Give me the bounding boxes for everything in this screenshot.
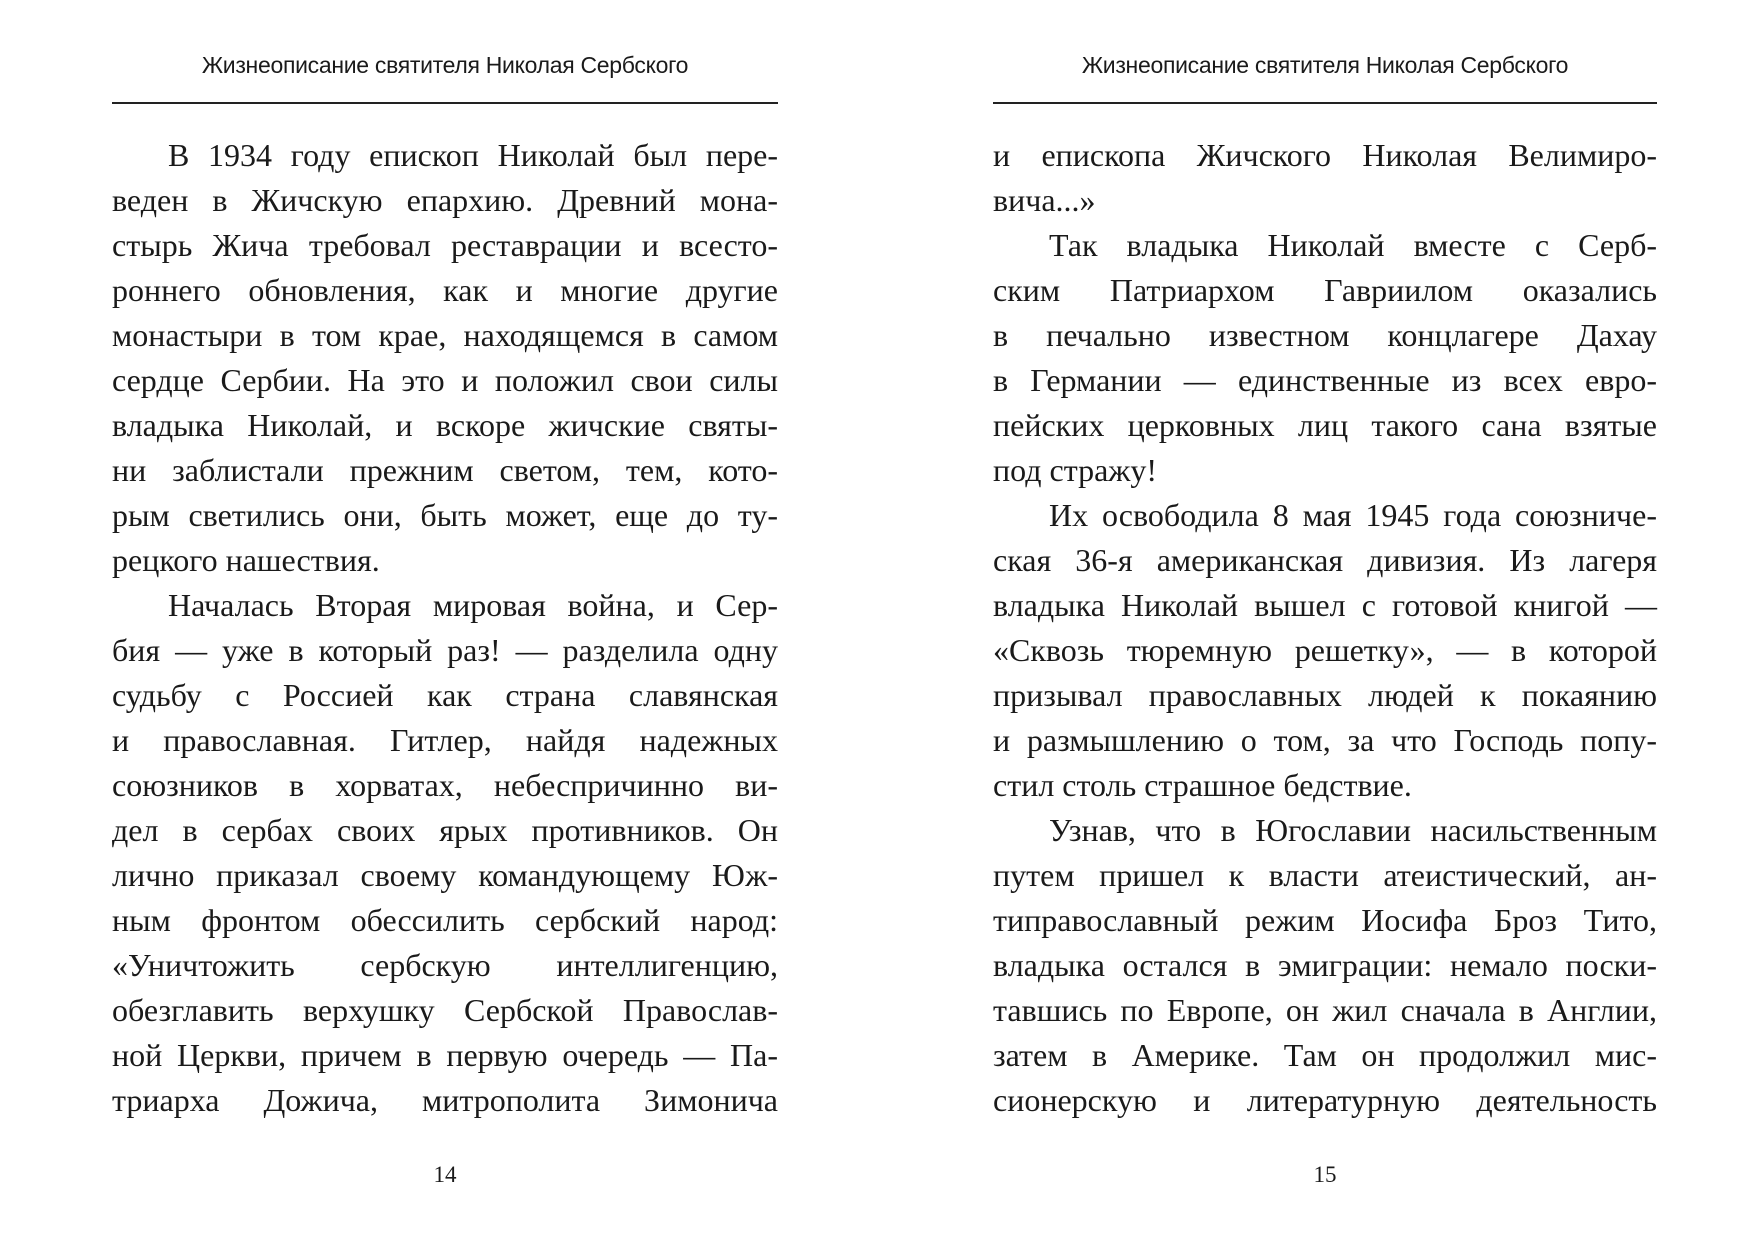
text-line: стил столь страшное бедствие. bbox=[993, 767, 1412, 803]
text-line: и православная. Гитлер, найдя надежных bbox=[112, 722, 778, 758]
page-number-left: 14 bbox=[433, 1162, 457, 1187]
text-line: «Уничтожить сербскую интеллигенцию, bbox=[112, 947, 778, 983]
text-line: сионерскую и литературную деятельность bbox=[993, 1082, 1657, 1118]
text-line: ным фронтом обессилить сербский народ: bbox=[112, 902, 778, 938]
text-line: в печально известном концлагере Дахау bbox=[993, 317, 1657, 353]
text-line: союзников в хорватах, небеспричинно ви- bbox=[112, 767, 778, 803]
header-rule-right bbox=[993, 102, 1657, 104]
text-line: бия — уже в который раз! — разделила одну bbox=[112, 632, 778, 668]
text-line: ским Патриархом Гавриилом оказались bbox=[993, 272, 1657, 308]
left-page bbox=[112, 0, 778, 1248]
right-page bbox=[993, 0, 1657, 1248]
text-line: путем пришел к власти атеистический, ан- bbox=[993, 857, 1657, 893]
header-rule-left bbox=[112, 102, 778, 104]
text-line: владыка Николай вышел с готовой книгой — bbox=[993, 587, 1657, 623]
text-line: веден в Жичскую епархию. Древний мона- bbox=[112, 182, 778, 218]
text-line: призывал православных людей к покаянию bbox=[993, 677, 1657, 713]
text-line: ной Церкви, причем в первую очередь — Па- bbox=[112, 1037, 778, 1073]
text-line: типравославный режим Иосифа Броз Тито, bbox=[993, 902, 1657, 938]
text-line: «Сквозь тюремную решетку», — в которой bbox=[993, 632, 1657, 668]
text-line: ская 36-я американская дивизия. Из лагеря bbox=[993, 542, 1657, 578]
text-line: сердце Сербии. На это и положил свои силы bbox=[112, 362, 778, 398]
text-line: Началась Вторая мировая война, и Сер- bbox=[168, 587, 778, 623]
running-head-left: Жизнеописание святителя Николая Сербского bbox=[201, 52, 689, 78]
running-head-right: Жизнеописание святителя Николая Сербского bbox=[1081, 52, 1569, 78]
text-line: и епископа Жичского Николая Велимиро- bbox=[993, 137, 1657, 173]
text-line: роннего обновления, как и многие другие bbox=[112, 272, 778, 308]
text-line: Так владыка Николай вместе с Серб- bbox=[1049, 227, 1657, 263]
text-line: дел в сербах своих ярых противников. Он bbox=[112, 812, 778, 848]
text-line: ни заблистали прежним светом, тем, кото- bbox=[112, 452, 778, 488]
text-line: и размышлению о том, за что Господь попу- bbox=[993, 722, 1657, 758]
text-line: пейских церковных лиц такого сана взятые bbox=[993, 407, 1657, 443]
text-line: В 1934 году епископ Николай был пере- bbox=[168, 137, 778, 173]
text-line: Их освободила 8 мая 1945 года союзниче- bbox=[1049, 497, 1657, 533]
text-line: судьбу с Россией как страна славянская bbox=[112, 677, 778, 713]
text-line: рецкого нашествия. bbox=[112, 542, 380, 578]
body-text-left bbox=[112, 133, 778, 1123]
text-line: рым светились они, быть может, еще до ту- bbox=[112, 497, 778, 533]
text-line: под стражу! bbox=[993, 452, 1158, 488]
body-text-right bbox=[993, 133, 1657, 1123]
text-line: стырь Жича требовал реставрации и всесто- bbox=[112, 227, 778, 263]
text-line: вича...» bbox=[993, 182, 1096, 218]
text-line: обезглавить верхушку Сербской Православ- bbox=[112, 992, 778, 1028]
text-line: тавшись по Европе, он жил сначала в Англии, bbox=[993, 992, 1657, 1028]
text-line: владыка Николай, и вскоре жичские святы- bbox=[112, 407, 778, 443]
text-line: лично приказал своему командующему Юж- bbox=[112, 857, 778, 893]
page-number-right: 15 bbox=[1313, 1162, 1337, 1187]
text-line: триарха Дожича, митрополита Зимонича bbox=[112, 1082, 778, 1118]
text-line: затем в Америке. Там он продолжил мис- bbox=[993, 1037, 1657, 1073]
text-line: монастыри в том крае, находящемся в самом bbox=[112, 317, 778, 353]
text-line: в Германии — единственные из всех евро- bbox=[993, 362, 1657, 398]
text-line: владыка остался в эмиграции: немало поски- bbox=[993, 947, 1657, 983]
text-line: Узнав, что в Югославии насильственным bbox=[1049, 812, 1657, 848]
